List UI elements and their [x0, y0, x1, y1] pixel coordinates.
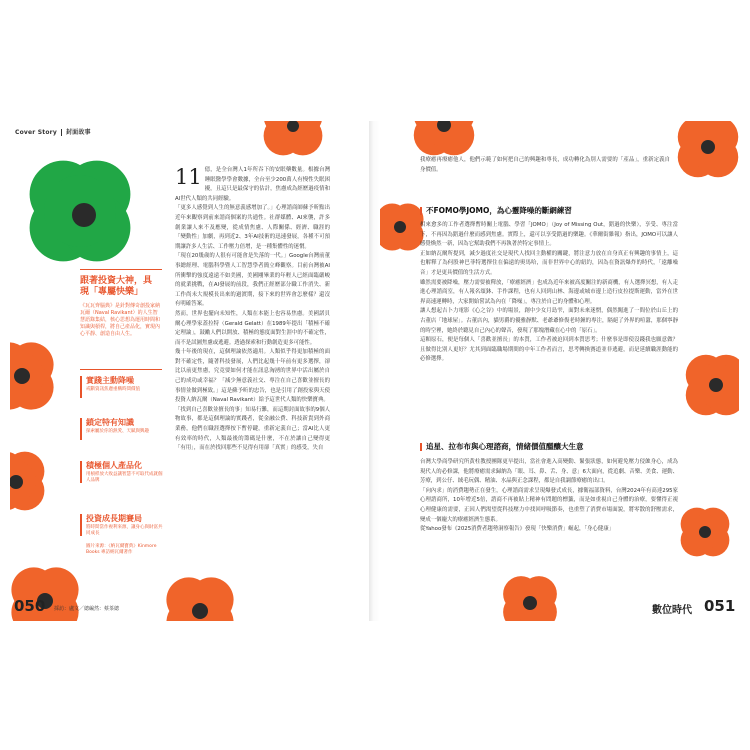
sidebar-title: 跟著投資大神，具現「專屬快樂」	[80, 276, 153, 297]
right-page	[380, 121, 739, 621]
header-section: 封面故事	[65, 129, 91, 136]
orange-poppy-illustration	[258, 121, 328, 161]
orange-poppy-illustration	[408, 121, 480, 161]
sidebar-intro	[80, 276, 160, 338]
header-divider	[61, 129, 62, 136]
body-paragraph: 「向內求」的消費趨勢正在發生，心理諮商需求呈現爆發式成長，據衛福部資料，台灣2024年有高達295家心理諮商所，10年增近5倍，諮商不再被貼上精神有問題的標籤，而是如重視自己身體的治療，要懂得正視心理健康的需要，正因人們渴望從科技壓力中找回呼吸節奏，也重塑了消費市場面貌，將零散的舒壓需求，變成一個龐大的療癒經濟生態系。	[420, 487, 678, 523]
body-paragraph: 相來愈多的工作者選擇暫時關上電腦、學習「JOMO」（Joy of Missing Out，錯過的快樂），享受、專注當下，不再因為錯過什麼而感到焦慮。實際上，還可以享受錯過的樂趣。《華爾街雜報》指出，JOMO可以讓人感覺煥然一新，因為它幫助我們不再執著於特定事情上。	[420, 222, 678, 248]
accent-bar	[420, 443, 422, 451]
body-paragraph: 我療癒再療癒他人，他們示範了如何把自己的興趣和專長，成功轉化為別人需要的「產品」，重新定義自身價值。	[420, 157, 670, 173]
body-paragraph: 正如納瓦爾所提到，減少過度社交是現代人找回主動權的關鍵，將注意力放在自身真正有興趣的事情上，這也解釋了為何股神巴菲特選擇住在偏遠的奧馬哈，而非世界中心的紐約，因為在資訊爆炸的時代，「遠離噪音」才是更具價值的生活方式。	[420, 250, 678, 276]
left-page	[10, 121, 369, 621]
intro-paragraph	[175, 166, 330, 204]
body-paragraph: 雖然需要被降噪，壓力需要被釋放，「療癒經濟」也成為近年來被高度關注的新商機，有人選擇冥想，有人走進心理諮商室，有人報名頌鉢、手作課程，也有人回到山林、海邊或城市邊上造行皮拉提斯運動，當外在世界高速運轉時，大家開始嘗試為內在「降噪」，專注於自己的身體和心理。	[420, 279, 678, 305]
section-heading	[420, 205, 572, 216]
sidebar-credit: 圖片來源：《納瓦爾寶典》Kinmore Books 專訪納瓦爾著作	[86, 544, 157, 555]
body-paragraph: 「現在20幾歲的人很有可能會是失落的一代。」Google台灣前董事總經理、電腦科學暨人工智慧學者簡立峰觀察。目前台灣被AI所衝擊的強度遠遠不如美國，美國剛畢業的年輕人已經面臨嚴峻的就業挑戰，在AI發展的前段，我們正經歷部分職工作消失、新工作尚未大規模長出來的過渡期，接下來的世界會怎麼樣？還沒有明確答案。	[175, 253, 330, 308]
accent-bar	[80, 461, 82, 483]
sidebar-item-subtitle: 將時間當作複利來源，讓身心與財富共同成長	[86, 525, 163, 536]
sidebar-item-title: 實踐主動降噪	[86, 376, 134, 385]
orange-poppy-illustration	[672, 121, 739, 183]
body-paragraph: 從Yahoo發布《2025消費者趨勢洞察報告》發現「快樂消費」崛起，「身心健康」	[420, 526, 614, 533]
accent-bar	[80, 418, 82, 440]
article-body-section2	[420, 458, 678, 580]
sidebar-item	[86, 418, 166, 435]
drop-cap: 11	[175, 166, 202, 189]
section-heading-text: 追星、拉布布與心理諮商，情緒價值醞釀大生意	[426, 442, 584, 451]
article-body-section1	[420, 221, 678, 436]
sidebar-item	[86, 376, 166, 393]
green-poppy-illustration	[20, 151, 140, 271]
sidebar-item-subtitle: 探索屬於你的熱愛、天賦與興趣	[86, 429, 149, 434]
section-heading	[420, 441, 584, 452]
orange-poppy-illustration	[10, 446, 50, 516]
sidebar-item-title: 鎖定特有知識	[86, 418, 134, 427]
orange-poppy-illustration	[10, 336, 60, 416]
section-heading-text: 不FOMO學JOMO，為心靈降噪的斷網練習	[426, 206, 572, 215]
body-paragraph: 「更多人感覺到人生的無意義感增加了。」心理諮商師蘇予昕點出近年來觀察到前來諮商個案的共通性。社群媒體、AI來襲，許多創業讓人來不及應變，從成情焦慮、人際關係、經濟、職涯的「變動性」加劇，再到近2、3年AI技術的迅速發展，各種不可預期讓許多人生活、工作壓力倍增，是一種集體性的迷惘。	[175, 205, 330, 250]
sidebar-item	[86, 514, 166, 537]
intro-text: 億，是全台灣人1年所吞下的安眠藥數量。根據台灣睡眠醫學學會數據，全台至少200萬人有慢性失眠困擾，且這只是最保守的估計，焦慮成為經歷過疫情和AI世代人類的共同經驗。	[175, 167, 330, 202]
sidebar-item-subtitle: 戒斷資訊焦慮重構時間價值	[86, 387, 140, 392]
divider	[80, 269, 162, 270]
intro-continuation	[420, 156, 670, 186]
sidebar-description: 《瓦瓦齊腦典》是針對傳奇創投家納瓦爾（Naval Ravikant）的人生智慧語錄集結，核心思想為運用時間和知識與槓桿，將自己產品化，實現內心平靜、創造自由人生。	[80, 303, 161, 337]
orange-poppy-illustration	[676, 503, 734, 561]
magazine-brand: 數位時代	[652, 605, 692, 616]
sidebar-item-title: 投資成長期賽局	[86, 514, 142, 523]
accent-bar	[80, 514, 82, 536]
body-paragraph: 幾十年後的現在，這個理論依然適用。人類似乎得更加積極的面對不確定性，隨著科技發展，人們比起幾十年前有更多選擇，卻比以前更焦慮，究竟要如何才能在訊息洶湧的世界中活出屬於自己的成功或幸福？「減少無意義社交、專注在自己喜歡並擅長的事情並做到極致。」這是蘇予昕的忠告，也是引用了創投家與天使投資人納瓦爾（Naval Ravikant）給予這世代人類的快樂寶典。	[175, 349, 330, 404]
section-header	[15, 127, 91, 136]
author-credit: 採訪：盧文／總編然：蔡茶總	[54, 606, 120, 612]
page-number: 051	[704, 597, 736, 615]
body-paragraph: 台灣大學商學研究所黃柱教授團隊更早提出，當社會進入高變動、緊張狀態，如何避免壓力侵蝕身心，成為現代人的必修課，他將療癒需求歸納為「眼、耳、鼻、舌、身、意」6大面向，從追劇、音樂、美食、運動、芳療，到公仔、絨毛玩偶、精油、水晶與正念課程，都是自我調節療癒的出口。	[420, 459, 678, 485]
body-paragraph: 讓人想起吉卜力電影《心之谷》中的場景，創中少女月島雫，面對未來迷惘，偶然闖進了一間位於山丘上的古董店「地球屋」。古董店內，貓男爵的優雅靜默、老爺爺修復老時鐘的專注，隔絕了外界的喧囂，那個寧靜的時空裡，她終於聽見自己內心的聲音，發現了那塊潛藏在心中的「原石」。	[420, 308, 678, 334]
orange-poppy-illustration	[680, 349, 739, 421]
header-label: Cover Story	[15, 129, 57, 136]
book-spine	[369, 121, 380, 621]
sidebar-item-title: 積極個人產品化	[86, 461, 142, 470]
sidebar-item	[86, 461, 166, 484]
body-paragraph: 然而，世界也擺向未知性，人類在本能上也容易焦慮。美國諾貝爾心理學家蓋拉特（Gerald Gelatt）在1989年提出「積極不確定理論」，鼓勵人們以開放、積極的態度面對生涯中的不確定性，而不是試圖焦慮或逃避。透過探索和行動創造更多可能性。	[175, 310, 330, 346]
accent-bar	[80, 376, 82, 398]
article-body-left	[175, 166, 330, 606]
accent-bar	[420, 207, 422, 215]
body-paragraph: 「找到自己喜歡並擅長的事」知易行難，而這期封面故事的9個人物故事，都是這個理論的實踐者，從金融公費、科技新貴到外商業務，他們在職涯選擇按下暫停鍵，重新定義自己；當AI比人更有效率的時代，人類最後的籌碼是什麼，不在於讓自己變得更「有用」，而在於找回那些不見得有用卻「真實」的感受，失自	[175, 406, 330, 452]
body-paragraph: 這顆原石，便是每個人「喜歡並擅長」的本質，工作者被迫回到本質思考；什麼事是即使沒錢我也願意做？且做得比別人更好？尤其到面臨職場期間的中年工作者而言，思考轉換賽道並非逃避，而是延續職涯動能的必修選擇。	[420, 337, 678, 363]
divider	[80, 369, 162, 370]
page-number: 050	[14, 597, 46, 615]
sidebar-item-subtitle: 用槓桿放大收益讓智慧不可取代成就個人品牌	[86, 472, 163, 483]
